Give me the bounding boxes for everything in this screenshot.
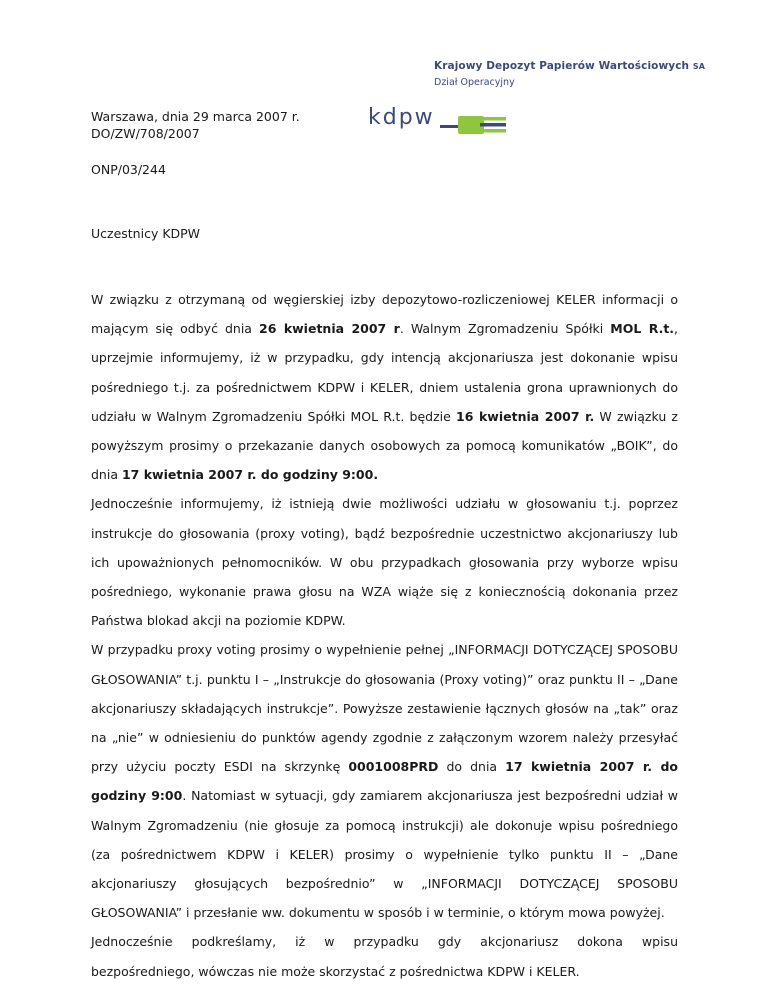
- reference-code: ONP/03/244: [91, 162, 166, 177]
- recipient: Uczestnicy KDPW: [91, 226, 201, 241]
- paragraph: [91, 635, 678, 927]
- text-run: . Walnym Zgromadzeniu Spółki: [399, 321, 611, 337]
- paragraph: [91, 285, 678, 489]
- text-run: . Natomiast w sytuacji, gdy zamiarem akcjonariusza jest bezpośredni udział w Walnym Zgromadzeniu (nie głosuje za pomocą instrukcji) ale dokonuje wpisu pośredniego (za pośrednictwem KDPW i KELER) prosimy o wypełnienie tylko punktu II – „Dane akcjonariuszy głosujących bezpośrednio” w „INFORMACJI DOTYCZĄCEJ SPOSOBU GŁOSOWANIA” i przesłanie ww. dokumentu w sposób i w terminie, o którym mowa powyżej.: [91, 788, 678, 921]
- place-date: Warszawa, dnia 29 marca 2007 r.: [91, 109, 300, 124]
- text-run: W przypadku proxy voting prosimy o wypełnienie pełnej „INFORMACJI DOTYCZĄCEJ SPOSOBU GŁOSOWANIA” t.j. punktu I – „Instrukcje do głosowania (Proxy voting)” oraz punktu II – „Dane akcjonariuszy składających instrukcje”. Powyższe zestawienie łącznych głosów na „tak” oraz na „nie” w odniesieniu do punktów agendy zgodnie z załączonym wzorem należy przesyłać przy użyciu poczty ESDI na skrzynkę: [91, 642, 678, 775]
- reference-number: DO/ZW/708/2007: [91, 126, 200, 141]
- text-run: do dnia: [438, 759, 506, 775]
- bold-text: 26 kwietnia 2007 r: [259, 321, 400, 337]
- bold-text: 0001008PRD: [348, 759, 439, 775]
- logo-stripe-1: [480, 117, 506, 121]
- logo-stripe-3: [480, 129, 506, 133]
- organization-suffix: SA: [692, 62, 706, 71]
- paragraph: [91, 489, 678, 635]
- bold-text: MOL R.t.: [610, 321, 675, 337]
- text-run: , uprzejmie informujemy, iż w przypadku, gdy intencją akcjonariusza jest dokonanie wpisu pośredniego t.j. za pośrednictwem KDPW i KELER, dniem ustalenia grona uprawnionych do udziału w Walnym Zgromadzeniu Spółki MOL R.t. będzie: [91, 321, 679, 424]
- bold-text: 16 kwietnia 2007 r.: [456, 408, 595, 424]
- text-run: Jednocześnie informujemy, iż istnieją dwie możliwości udziału w głosowaniu t.j. poprzez instrukcje do głosowania (proxy voting), bądź bezpośrednie uczestnictwo akcjonariuszy lub ich upoważnionych pełnomocników. W obu przypadkach głosowania przy wyborze wpisu pośredniego, wykonanie prawa głosu na WZA wiąże się z koniecznością dokonania przez Państwa blokad akcji na poziomie KDPW.: [91, 496, 678, 629]
- organization-header: [434, 60, 734, 88]
- letter-body: [91, 285, 678, 986]
- kdpw-logo: [368, 104, 536, 138]
- organization-department: Dział Operacyjny: [434, 77, 515, 88]
- kdpw-logo-text: kdpw: [368, 105, 435, 130]
- text-run: W związku z powyższym prosimy o przekazanie danych osobowych za pomocą komunikatów „BOIK”, do dnia: [91, 408, 678, 483]
- paragraph: [91, 927, 678, 956]
- text-run: W związku z otrzymaną od węgierskiej izby depozytowo-rozliczeniowej KELER informacji o mającym się odbyć dnia: [91, 292, 678, 337]
- organization-name: [434, 60, 734, 72]
- text-run: bezpośredniego, wówczas nie może skorzystać z pośrednictwa KDPW i KELER.: [91, 963, 580, 979]
- text-run: Jednocześnie podkreślamy, iż w przypadku gdy akcjonariusz dokona wpisu: [91, 934, 678, 950]
- paragraph: [91, 957, 678, 986]
- bold-text: 17 kwietnia 2007 r. do godziny 9:00: [91, 759, 679, 804]
- organization-name-text: Krajowy Depozyt Papierów Wartościowych: [434, 60, 690, 72]
- logo-stripe-2: [480, 123, 506, 127]
- bold-text: 17 kwietnia 2007 r. do godziny 9:00.: [121, 467, 379, 483]
